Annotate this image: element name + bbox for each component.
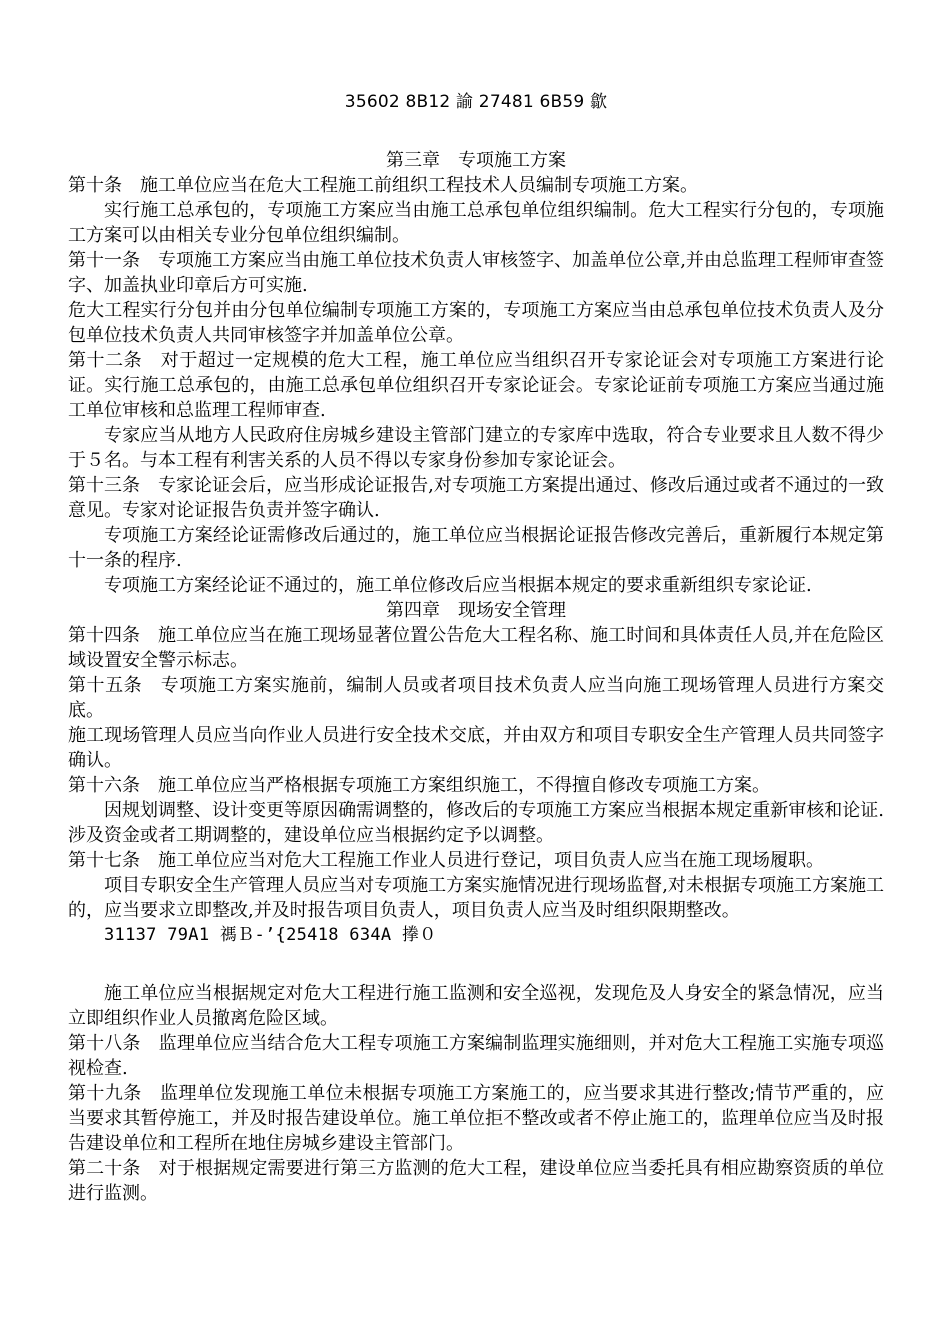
article-10: 第十条 施工单位应当在危大工程施工前组织工程技术人员编制专项施工方案。 [68, 175, 698, 196]
article-18: 第十八条 监理单位应当结合危大工程专项施工方案编制监理实施细则，并对危大工程施工实施专项巡视检查. [68, 1033, 884, 1079]
middle-code: 31137 79A1 禡Ｂ-’{25418 634A 搼０ [104, 925, 437, 945]
article-13-para-3: 专项施工方案经论证不通过的，施工单位修改后应当根据本规定的要求重新组织专家论证. [104, 575, 812, 596]
article-17-para-3: 施工单位应当根据规定对危大工程进行施工监测和安全巡视，发现危及人身安全的紧急情况，应当立即组织作业人员撤离危险区域。 [68, 983, 884, 1029]
spacer [68, 114, 884, 148]
article-15: 第十五条 专项施工方案实施前，编制人员或者项目技术负责人应当向施工现场管理人员进行方案交底。 [68, 675, 884, 721]
article-10-para-2: 实行施工总承包的，专项施工方案应当由施工总承包单位组织编制。危大工程实行分包的，专项施工方案可以由相关专业分包单位组织编制。 [68, 200, 884, 246]
article-13-para-2: 专项施工方案经论证需修改后通过的，施工单位应当根据论证报告修改完善后，重新履行本规定第十一条的程序. [68, 525, 884, 571]
article-12: 第十二条 对于超过一定规模的危大工程，施工单位应当组织召开专家论证会对专项施工方案进行论证。实行施工总承包的，由施工总承包单位组织召开专家论证会。专家论证前专项施工方案应当通过施工单位审核和总监理工程师审查. [68, 350, 884, 421]
article-17-para-2: 项目专职安全生产管理人员应当对专项施工方案实施情况进行现场监督,对未根据专项施工方案施工的，应当要求立即整改,并及时报告项目负责人，项目负责人应当及时组织限期整改。 [68, 875, 884, 921]
document-body [68, 90, 884, 1206]
article-15-para-2: 施工现场管理人员应当向作业人员进行安全技术交底，并由双方和项目专职安全生产管理人员共同签字确认。 [68, 725, 884, 771]
header-code: 35602 8B12 諭 27481 6B59 歙 [344, 92, 608, 112]
chapter-3-title: 第三章 专项施工方案 [386, 150, 566, 171]
article-16: 第十六条 施工单位应当严格根据专项施工方案组织施工，不得擅自修改专项施工方案。 [68, 775, 770, 796]
spacer [68, 948, 884, 981]
article-19: 第十九条 监理单位发现施工单位未根据专项施工方案施工的，应当要求其进行整改;情节严重的，应当要求其暂停施工，并及时报告建设单位。施工单位拒不整改或者不停止施工的，监理单位应当及时报告建设单位和工程所在地住房城乡建设主管部门。 [68, 1083, 884, 1154]
article-13: 第十三条 专家论证会后，应当形成论证报告,对专项施工方案提出通过、修改后通过或者不通过的一致意见。专家对论证报告负责并签字确认. [68, 475, 884, 521]
article-17: 第十七条 施工单位应当对危大工程施工作业人员进行登记，项目负责人应当在施工现场履职。 [68, 850, 824, 871]
article-11: 第十一条 专项施工方案应当由施工单位技术负责人审核签字、加盖单位公章,并由总监理工程师审查签字、加盖执业印章后方可实施. [68, 250, 884, 296]
article-16-para-2: 因规划调整、设计变更等原因确需调整的，修改后的专项施工方案应当根据本规定重新审核和论证.涉及资金或者工期调整的，建设单位应当根据约定予以调整。 [68, 800, 884, 846]
article-14: 第十四条 施工单位应当在施工现场显著位置公告危大工程名称、施工时间和具体责任人员,并在危险区域设置安全警示标志。 [68, 625, 884, 671]
chapter-4-title: 第四章 现场安全管理 [386, 600, 566, 621]
article-20: 第二十条 对于根据规定需要进行第三方监测的危大工程，建设单位应当委托具有相应勘察资质的单位进行监测。 [68, 1158, 884, 1204]
article-11-para-2: 危大工程实行分包并由分包单位编制专项施工方案的，专项施工方案应当由总承包单位技术负责人及分包单位技术负责人共同审核签字并加盖单位公章。 [68, 300, 884, 346]
article-12-para-2: 专家应当从地方人民政府住房城乡建设主管部门建立的专家库中选取，符合专业要求且人数不得少于５名。与本工程有利害关系的人员不得以专家身份参加专家论证会。 [68, 425, 884, 471]
